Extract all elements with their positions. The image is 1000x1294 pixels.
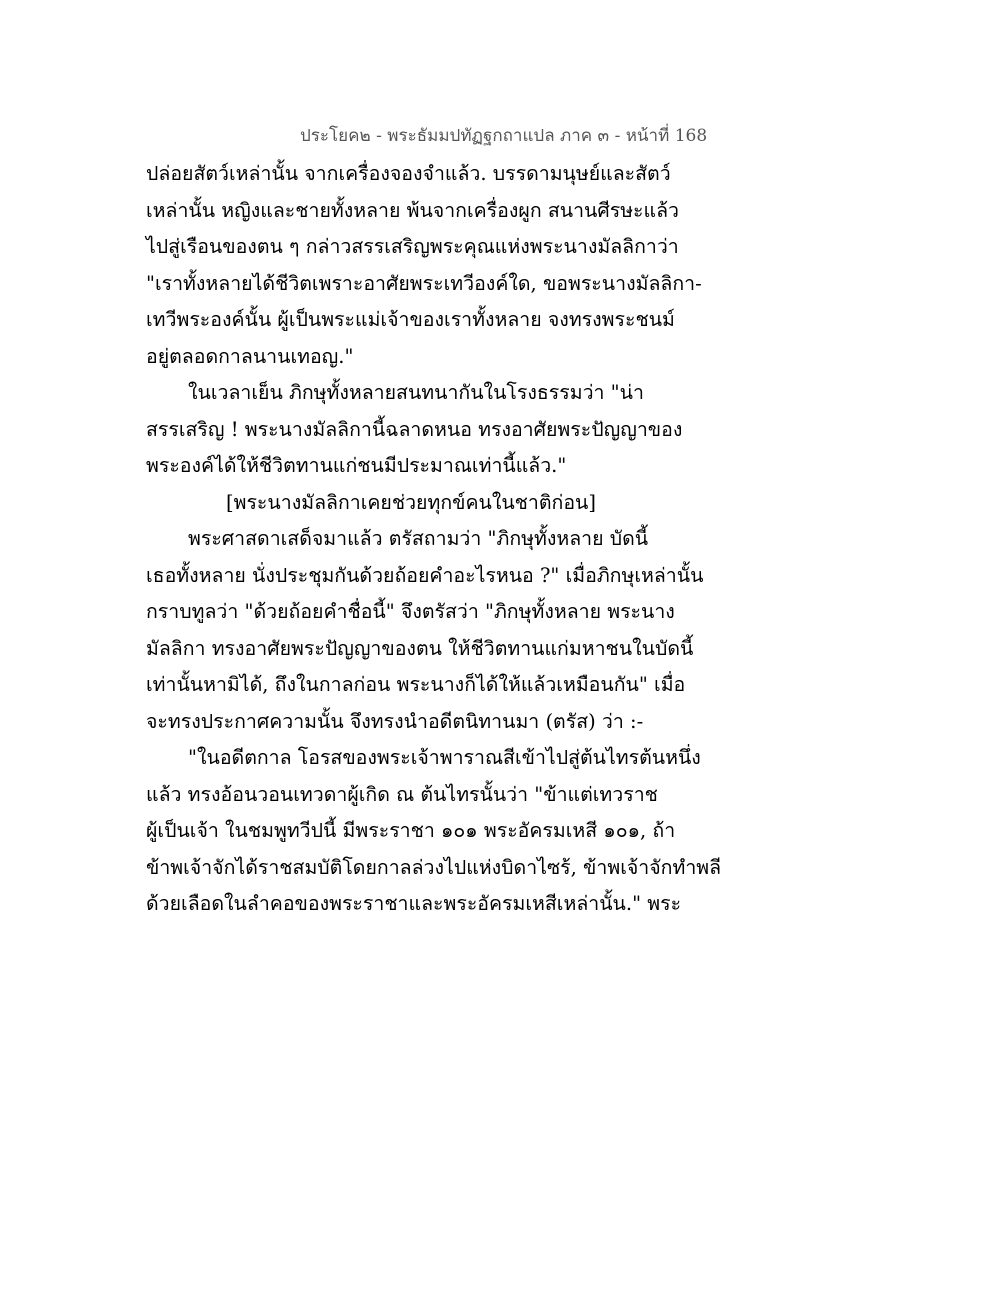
paragraph-first-line: ในเวลาเย็น ภิกษุทั้งหลายสนทนากันในโรงธรรมว่า "น่า [188,381,644,404]
text-line: ปล่อยสัตว์เหล่านั้น จากเครื่องจองจำแล้ว. บรรดามนุษย์และสัตว์ [146,162,671,185]
text-line: เทวีพระองค์นั้น ผู้เป็นพระแม่เจ้าของเราทั้งหลาย จงทรงพระชนม์ [146,308,675,331]
running-header: ประโยค๒ - พระธัมมปทัฏฐกถาแปล ภาค ๓ - หน้าที่ 168 [300,126,708,146]
text-line: อยู่ตลอดกาลนานเทอญ." [146,344,354,368]
text-line: ผู้เป็นเจ้า ในชมพูทวีปนี้ มีพระราชา ๑๐๑ พระอัครมเหสี ๑๐๑, ถ้า [146,819,676,842]
section-heading: [พระนางมัลลิกาเคยช่วยทุกข์คนในชาติก่อน] [226,490,596,514]
text-line: จะทรงประกาศความนั้น จึงทรงนำอดีตนิทานมา (ตรัส) ว่า :- [146,709,644,733]
text-line: แล้ว ทรงอ้อนวอนเทวดาผู้เกิด ณ ต้นไทรนั้นว่า "ข้าแต่เทวราช [146,782,658,806]
text-line: เท่านั้นหามิได้, ถึงในกาลก่อน พระนางก็ได้ให้แล้วเหมือนกัน" เมื่อ [146,673,686,696]
text-line: สรรเสริญ ! พระนางมัลลิกานี้ฉลาดหนอ ทรงอาศัยพระปัญญาของ [146,417,683,441]
text-line: เหล่านั้น หญิงและชายทั้งหลาย พ้นจากเครื่องผูก สนานศีรษะแล้ว [146,198,679,222]
body-text [146,156,722,923]
text-line: ไปสู่เรือนของตน ๆ กล่าวสรรเสริญพระคุณแห่งพระนางมัลลิกาว่า [146,235,679,258]
text-line: เธอทั้งหลาย นั่งประชุมกันด้วยถ้อยคำอะไรหนอ ?" เมื่อภิกษุเหล่านั้น [146,563,704,587]
text-line: ข้าพเจ้าจักได้ราชสมบัติโดยกาลล่วงไปแห่งบิดาไซร้, ข้าพเจ้าจักทำพลี [146,855,722,879]
text-line: "เราทั้งหลายได้ชีวิตเพราะอาศัยพระเทวีองค์ใด, ขอพระนางมัลลิกา- [146,271,702,295]
text-line: ด้วยเลือดในลำคอของพระราชาและพระอัครมเหสีเหล่านั้น." พระ [146,892,682,915]
text-line: มัลลิกา ทรงอาศัยพระปัญญาของตน ให้ชีวิตทานแก่มหาชนในบัดนี้ [146,636,694,660]
paragraph-first-line: พระศาสดาเสด็จมาแล้ว ตรัสถามว่า "ภิกษุทั้งหลาย บัดนี้ [188,527,649,550]
text-line: กราบทูลว่า "ด้วยถ้อยคำชื่อนี้" จึงตรัสว่า "ภิกษุทั้งหลาย พระนาง [146,600,675,623]
text-line: พระองค์ได้ให้ชีวิตทานแก่ชนมีประมาณเท่านี้แล้ว." [146,454,567,477]
paragraph-first-line: "ในอดีตกาล โอรสของพระเจ้าพาราณสีเข้าไปสู่ต้นไทรต้นหนึ่ง [188,746,701,769]
